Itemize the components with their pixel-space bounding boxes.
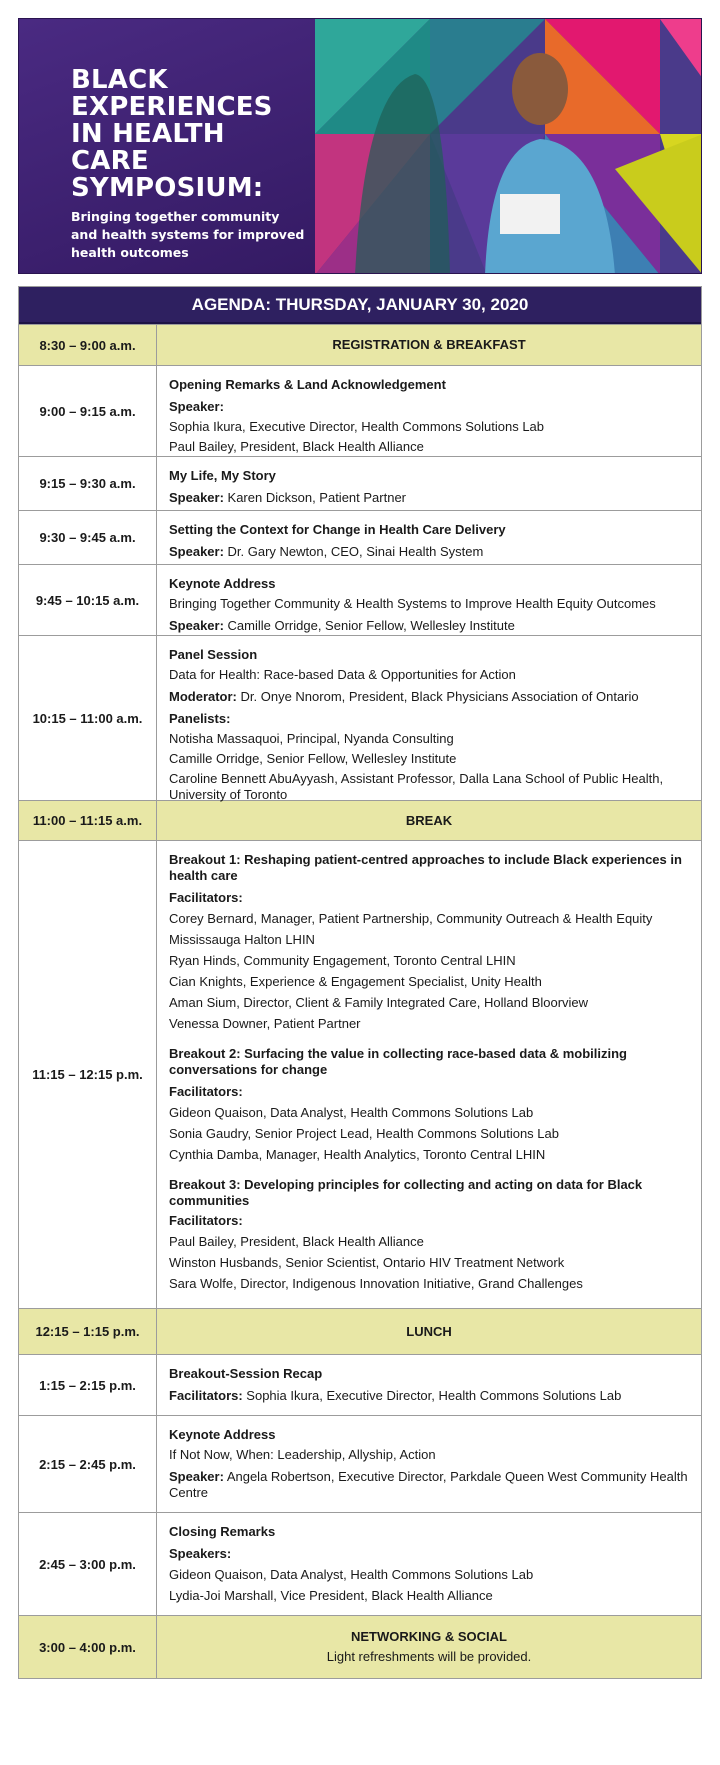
agenda-content: [157, 457, 701, 510]
agenda-row-breakouts: [19, 840, 701, 1308]
hero-photo-illustration: [315, 19, 702, 274]
agenda-row-keynote-2: [19, 1415, 701, 1512]
agenda-row-panel-session: [19, 635, 701, 800]
panelists-label: Panelists:: [169, 711, 231, 726]
agenda-time: 9:45 – 10:15 a.m.: [19, 565, 157, 635]
agenda-content: [157, 841, 701, 1308]
agenda-row-lunch: [19, 1308, 701, 1354]
agenda-row-networking: [19, 1615, 701, 1678]
session-title: Closing Remarks: [169, 1524, 276, 1539]
person-line: Venessa Downer, Patient Partner: [169, 1016, 361, 1031]
person-line: Sonia Gaudry, Senior Project Lead, Health Commons Solutions Lab: [169, 1126, 559, 1141]
speaker-label: Speaker:: [169, 490, 224, 505]
agenda-content: [157, 1309, 701, 1354]
person-line: Ryan Hinds, Community Engagement, Toronto Central LHIN: [169, 953, 516, 968]
breakout-title: Breakout 3: Developing principles for collecting and acting on data for Black communities: [169, 1177, 643, 1208]
person-line: Gideon Quaison, Data Analyst, Health Commons Solutions Lab: [169, 1567, 534, 1582]
person-line: Cynthia Damba, Manager, Health Analytics, Toronto Central LHIN: [169, 1147, 546, 1162]
facilitators-label: Facilitators:: [169, 1213, 243, 1228]
session-title: Keynote Address: [169, 1427, 276, 1442]
session-title: Breakout-Session Recap: [169, 1366, 323, 1381]
person-line: Corey Bernard, Manager, Patient Partnership, Community Outreach & Health Equity: [169, 911, 653, 926]
person-line: Mississauga Halton LHIN: [169, 932, 315, 947]
person-line: Gideon Quaison, Data Analyst, Health Commons Solutions Lab: [169, 1105, 534, 1120]
moderator-text: Dr. Onye Nnorom, President, Black Physicians Association of Ontario: [236, 689, 639, 704]
session-title: Setting the Context for Change in Health Care Delivery: [169, 522, 506, 537]
speaker-label: Speaker:: [169, 618, 224, 633]
speaker-label: Speaker:: [169, 544, 224, 559]
agenda-time: 12:15 – 1:15 p.m.: [19, 1309, 157, 1354]
agenda-time: 9:00 – 9:15 a.m.: [19, 366, 157, 456]
session-subtitle: Bringing Together Community & Health Systems to Improve Health Equity Outcomes: [169, 596, 656, 611]
session-title: NETWORKING & SOCIAL: [351, 1629, 507, 1644]
agenda-time: 11:15 – 12:15 p.m.: [19, 841, 157, 1308]
agenda-time: 3:00 – 4:00 p.m.: [19, 1616, 157, 1678]
speaker-label: Speaker:: [169, 1469, 224, 1484]
speaker-label: Speaker:: [169, 399, 224, 414]
agenda-header: AGENDA: THURSDAY, JANUARY 30, 2020: [19, 287, 701, 324]
agenda-content: [157, 366, 701, 456]
session-title: My Life, My Story: [169, 468, 276, 483]
agenda-time: 1:15 – 2:15 p.m.: [19, 1355, 157, 1415]
speaker-text: Dr. Gary Newton, CEO, Sinai Health System: [223, 544, 484, 559]
agenda-time: 10:15 – 11:00 a.m.: [19, 636, 157, 800]
person-line: Paul Bailey, President, Black Health Alliance: [169, 1234, 424, 1249]
person-line: Winston Husbands, Senior Scientist, Ontario HIV Treatment Network: [169, 1255, 565, 1270]
agenda-time: 9:15 – 9:30 a.m.: [19, 457, 157, 510]
session-title: REGISTRATION & BREAKFAST: [332, 337, 526, 352]
hero-subtitle: Bringing together community and health systems for improved health outcomes: [71, 209, 305, 260]
agenda-time: 2:15 – 2:45 p.m.: [19, 1416, 157, 1512]
agenda-content: [157, 511, 701, 564]
agenda-row-break: [19, 800, 701, 840]
person-line: Sophia Ikura, Executive Director, Health Commons Solutions Lab: [169, 419, 545, 434]
agenda-content: [157, 1355, 701, 1415]
agenda-row-setting-context: [19, 510, 701, 564]
agenda-row-keynote-1: [19, 564, 701, 635]
agenda-table: [18, 286, 702, 1679]
agenda-time: 9:30 – 9:45 a.m.: [19, 511, 157, 564]
agenda-row-opening-remarks: [19, 365, 701, 456]
session-title: Opening Remarks & Land Acknowledgement: [169, 377, 446, 392]
person-line: Camille Orridge, Senior Fellow, Wellesley Institute: [169, 751, 457, 766]
person-line: Sara Wolfe, Director, Indigenous Innovation Initiative, Grand Challenges: [169, 1276, 583, 1291]
facilitators-label: Facilitators:: [169, 890, 243, 905]
agenda-time: 11:00 – 11:15 a.m.: [19, 801, 157, 840]
agenda-row-closing-remarks: [19, 1512, 701, 1615]
agenda-content: [157, 1616, 701, 1678]
agenda-content: [157, 636, 701, 800]
session-title: Keynote Address: [169, 576, 276, 591]
person-line: Aman Sium, Director, Client & Family Integrated Care, Holland Bloorview: [169, 995, 589, 1010]
agenda-row-my-life: [19, 456, 701, 510]
hero-banner: [18, 18, 702, 274]
agenda-row-recap: [19, 1354, 701, 1415]
session-title: BREAK: [405, 812, 453, 828]
speaker-text: Angela Robertson, Executive Director, Parkdale Queen West Community Health Centre: [169, 1469, 688, 1500]
breakout-title: Breakout 2: Surfacing the value in collecting race-based data & mobilizing conversations for change: [169, 1046, 627, 1077]
agenda-content: [157, 1416, 701, 1512]
person-line: Lydia-Joi Marshall, Vice President, Black Health Alliance: [169, 1588, 493, 1603]
speaker-text: Camille Orridge, Senior Fellow, Wellesley Institute: [223, 618, 515, 633]
agenda-time: 8:30 – 9:00 a.m.: [19, 325, 157, 365]
hero-title: BLACK EXPERIENCES IN HEALTH CARE SYMPOSIUM:: [71, 65, 273, 203]
session-note: Light refreshments will be provided.: [326, 1649, 532, 1664]
facilitators-label: Facilitators:: [169, 1388, 243, 1403]
session-title: Panel Session: [169, 647, 258, 662]
facilitators-label: Facilitators:: [169, 1084, 243, 1099]
session-subtitle: If Not Now, When: Leadership, Allyship, Action: [169, 1447, 436, 1462]
person-line: Notisha Massaquoi, Principal, Nyanda Consulting: [169, 731, 454, 746]
person-line: Cian Knights, Experience & Engagement Specialist, Unity Health: [169, 974, 542, 989]
agenda-time: 2:45 – 3:00 p.m.: [19, 1513, 157, 1615]
agenda-content: [157, 801, 701, 840]
facilitators-text: Sophia Ikura, Executive Director, Health Commons Solutions Lab: [242, 1388, 622, 1403]
person-line: Paul Bailey, President, Black Health Alliance: [169, 439, 424, 454]
agenda-content: [157, 1513, 701, 1615]
person-line: Caroline Bennett AbuAyyash, Assistant Professor, Dalla Lana School of Public Health, University of Toronto: [169, 771, 664, 802]
speaker-text: Karen Dickson, Patient Partner: [223, 490, 407, 505]
session-subtitle: Data for Health: Race-based Data & Opportunities for Action: [169, 667, 516, 682]
agenda-content: [157, 565, 701, 635]
speakers-label: Speakers:: [169, 1546, 232, 1561]
moderator-label: Moderator:: [169, 689, 237, 704]
breakout-title: Breakout 1: Reshaping patient-centred approaches to include Black experiences in health care: [169, 852, 682, 883]
session-title: LUNCH: [406, 1323, 452, 1339]
agenda-row-registration: [19, 324, 701, 365]
agenda-content: [157, 325, 701, 365]
